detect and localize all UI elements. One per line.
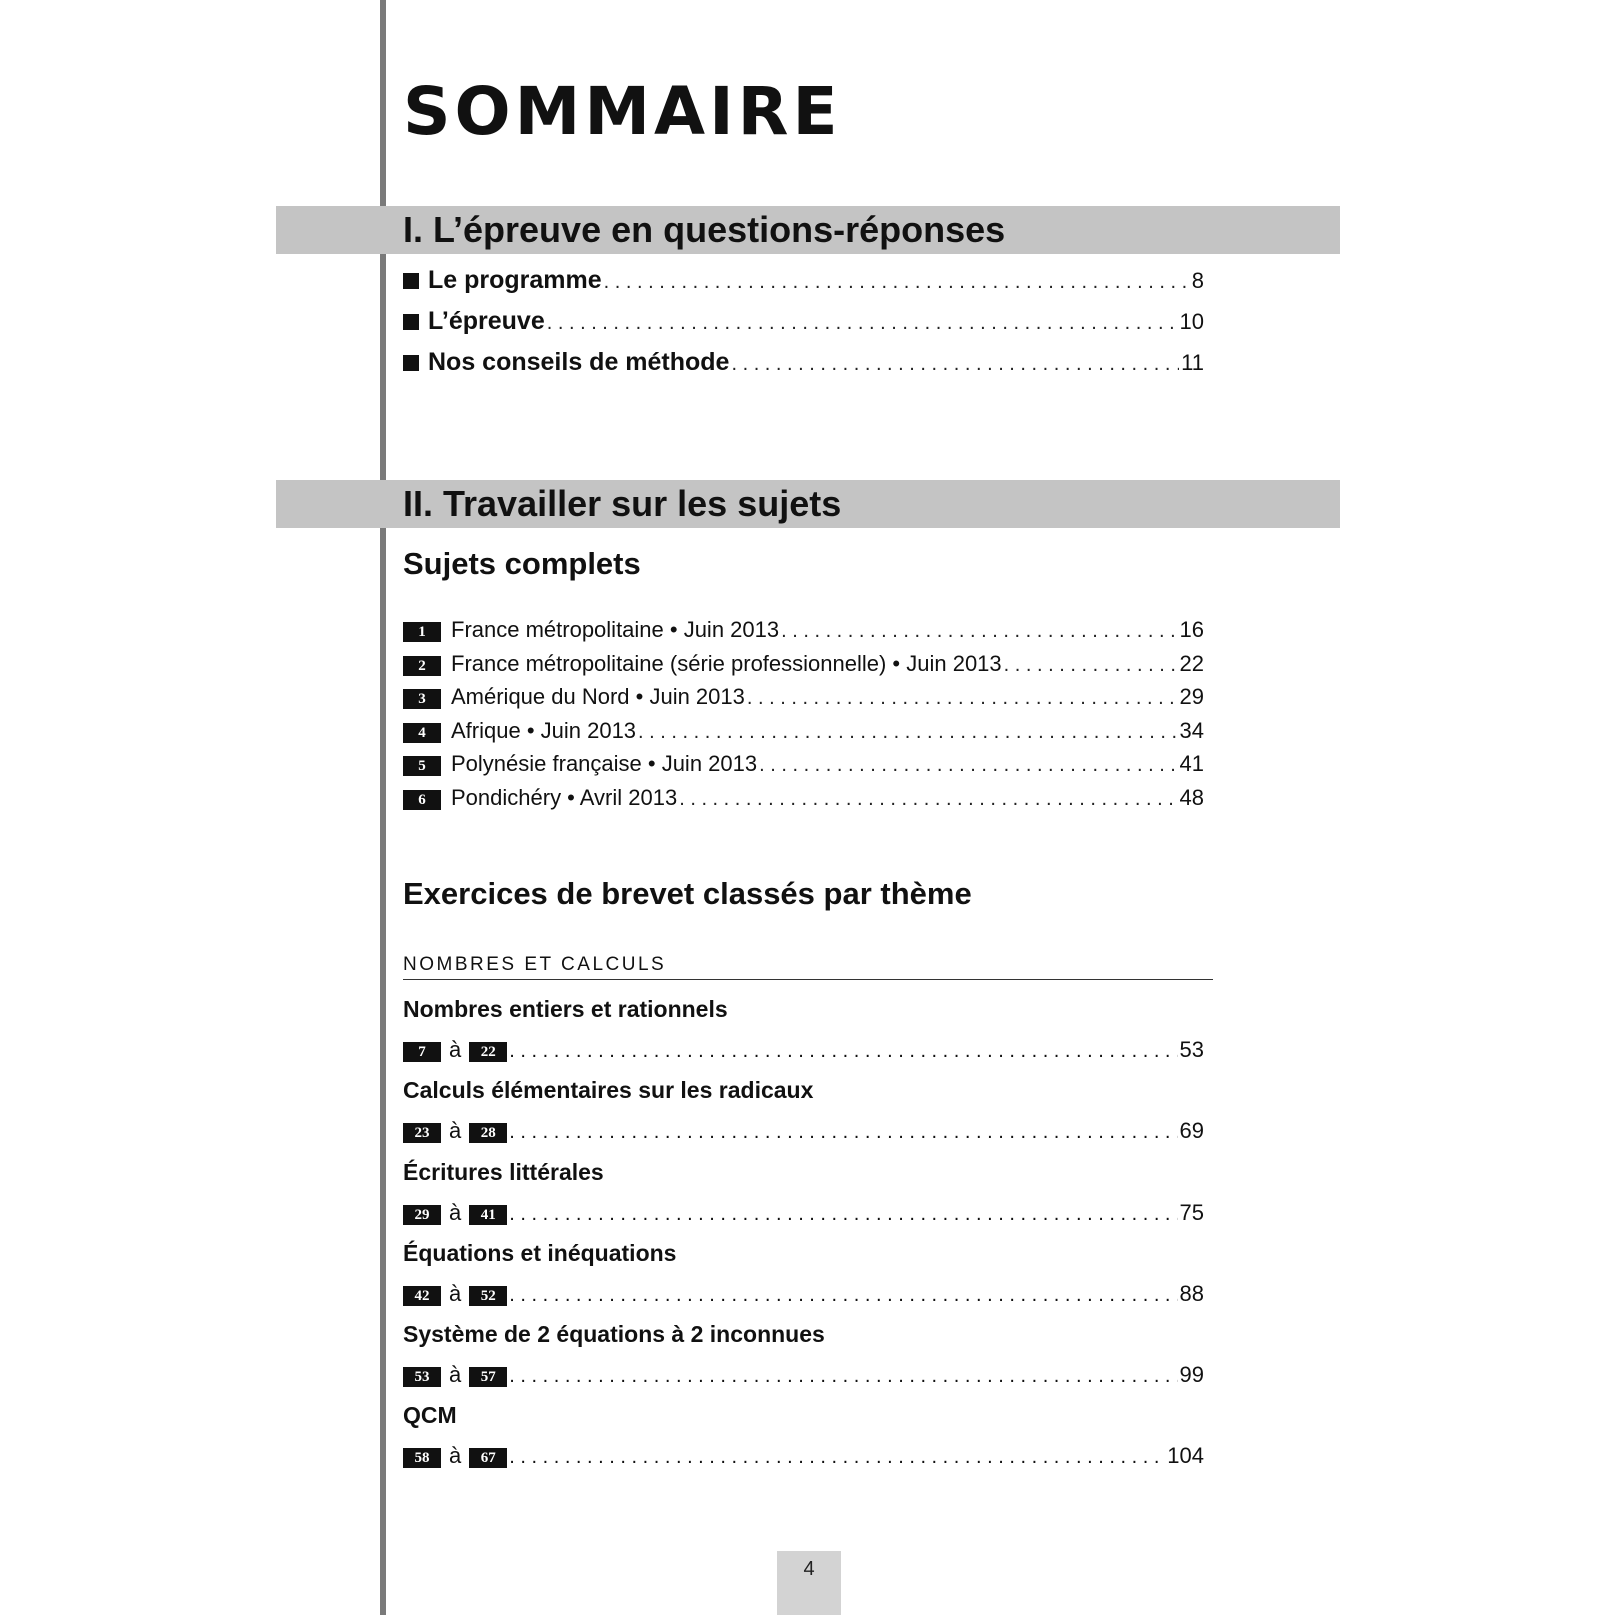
theme-entry[interactable] (403, 1362, 1204, 1388)
sujet-label: Afrique • Juin 2013 (451, 717, 637, 743)
sujet-label: Polynésie française • Juin 2013 (451, 751, 758, 776)
dot-leader (679, 788, 1177, 811)
range-end-badge: 22 (469, 1042, 507, 1062)
category-label: NOMBRES ET CALCULS (403, 954, 667, 975)
theme-page: 104 (1167, 1443, 1204, 1468)
range-end-badge: 57 (469, 1367, 507, 1387)
section-1-list (403, 266, 1204, 389)
sujet-entry[interactable] (403, 684, 1204, 718)
dot-leader (747, 687, 1178, 710)
square-bullet-icon (403, 355, 419, 371)
sujet-number-badge: 3 (403, 689, 441, 709)
dot-leader (731, 353, 1179, 376)
toc-entry-label: L’épreuve (428, 307, 545, 335)
theme-entry[interactable] (403, 1281, 1204, 1307)
range-end-badge: 67 (469, 1448, 507, 1468)
section-1-band (276, 206, 1340, 254)
range-start-badge: 42 (403, 1286, 441, 1306)
toc-entry-page: 8 (1191, 268, 1204, 293)
range-separator: à (449, 1200, 462, 1225)
theme-heading: Système de 2 équations à 2 inconnues (403, 1321, 825, 1347)
dot-leader (509, 1121, 1177, 1144)
range-separator: à (449, 1118, 462, 1143)
theme-heading: QCM (403, 1402, 457, 1428)
sujet-label: France métropolitaine • Juin 2013 (451, 617, 780, 642)
sujet-label: France métropolitaine (série professionnelle) • Juin 2013 (451, 650, 1002, 676)
toc-entry[interactable] (403, 348, 1204, 389)
range-separator: à (449, 1281, 462, 1306)
sujet-entry[interactable] (403, 785, 1204, 819)
range-start-badge: 23 (403, 1123, 441, 1143)
range-start-badge: 7 (403, 1042, 441, 1062)
sujet-number-badge: 5 (403, 756, 441, 776)
section-2-heading: II. Travailler sur les sujets (403, 483, 842, 524)
dot-leader (604, 271, 1190, 294)
theme-entry[interactable] (403, 1200, 1204, 1226)
sujet-number-badge: 6 (403, 790, 441, 810)
sujet-page: 34 (1179, 717, 1204, 743)
sujet-entry[interactable] (403, 617, 1204, 651)
theme-entry[interactable] (403, 1037, 1204, 1063)
sujet-number-badge: 2 (403, 656, 441, 676)
range-end-badge: 52 (469, 1286, 507, 1306)
dot-leader (638, 721, 1177, 744)
page-title: SOMMAIRE (403, 73, 842, 150)
sujet-entry[interactable] (403, 751, 1204, 785)
range-start-badge: 53 (403, 1367, 441, 1387)
sujet-label: Amérique du Nord • Juin 2013 (451, 684, 745, 709)
dot-leader (781, 620, 1177, 643)
range-separator: à (449, 1362, 462, 1387)
range-end-badge: 41 (469, 1205, 507, 1225)
theme-page: 75 (1179, 1200, 1204, 1225)
theme-heading: Écritures littérales (403, 1159, 604, 1185)
sujet-number-badge: 1 (403, 622, 441, 642)
sujets-heading: Sujets complets (403, 546, 641, 581)
sujet-number-badge: 4 (403, 723, 441, 743)
sujets-list (403, 617, 1204, 818)
sujet-entry[interactable] (403, 718, 1204, 752)
dot-leader (547, 312, 1178, 335)
theme-entry[interactable] (403, 1443, 1204, 1469)
sujet-page: 16 (1179, 617, 1204, 642)
toc-entry-page: 10 (1179, 309, 1204, 334)
toc-entry-label: Nos conseils de méthode (428, 348, 730, 376)
square-bullet-icon (403, 273, 419, 289)
toc-entry[interactable] (403, 307, 1204, 348)
theme-heading: Calculs élémentaires sur les radicaux (403, 1077, 814, 1103)
dot-leader (509, 1284, 1177, 1307)
theme-page: 99 (1179, 1362, 1204, 1387)
theme-entry[interactable] (403, 1118, 1204, 1144)
range-start-badge: 29 (403, 1205, 441, 1225)
sujet-page: 29 (1179, 684, 1204, 709)
section-1-heading: I. L’épreuve en questions-réponses (403, 209, 1006, 250)
dot-leader (1004, 654, 1178, 677)
category-divider (403, 979, 1213, 980)
sujet-page: 22 (1179, 650, 1204, 676)
sujet-page: 41 (1179, 751, 1204, 776)
page-number: 4 (777, 1551, 841, 1615)
range-end-badge: 28 (469, 1123, 507, 1143)
section-2-band (276, 480, 1340, 528)
range-separator: à (449, 1037, 462, 1062)
range-separator: à (449, 1443, 462, 1468)
theme-heading: Nombres entiers et rationnels (403, 996, 728, 1022)
dot-leader (509, 1446, 1165, 1469)
theme-page: 88 (1179, 1281, 1204, 1306)
sujet-label: Pondichéry • Avril 2013 (451, 784, 678, 810)
sujet-entry[interactable] (403, 651, 1204, 685)
toc-entry-label: Le programme (428, 266, 602, 294)
dot-leader (509, 1365, 1177, 1388)
theme-page: 53 (1179, 1037, 1204, 1062)
toc-entry[interactable] (403, 266, 1204, 307)
dot-leader (509, 1040, 1177, 1063)
toc-entry-page: 11 (1181, 350, 1204, 375)
dot-leader (509, 1203, 1177, 1226)
square-bullet-icon (403, 314, 419, 330)
theme-heading: Équations et inéquations (403, 1240, 677, 1266)
range-start-badge: 58 (403, 1448, 441, 1468)
sujet-page: 48 (1179, 784, 1204, 810)
dot-leader (759, 754, 1177, 777)
theme-page: 69 (1179, 1118, 1204, 1143)
exercices-heading: Exercices de brevet classés par thème (403, 876, 972, 911)
